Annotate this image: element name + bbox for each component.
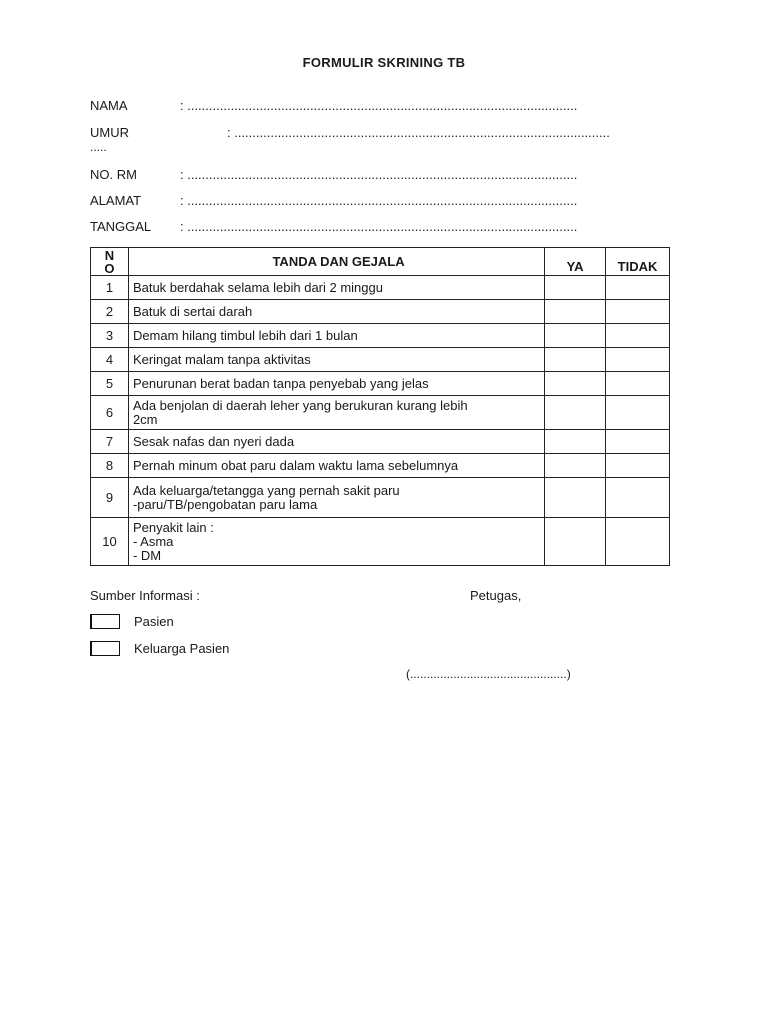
cell-tidak[interactable] — [606, 300, 670, 324]
cell-ya[interactable] — [545, 300, 606, 324]
header-ya: YA — [545, 248, 606, 276]
cell-tidak[interactable] — [606, 430, 670, 454]
row-symptom: Batuk berdahak selama lebih dari 2 minggu — [128, 276, 544, 300]
dots-tanggal[interactable]: : ............................................................................................................ — [180, 219, 578, 234]
option-keluarga-pasien-label: Keluarga Pasien — [134, 641, 230, 656]
table-row — [91, 454, 670, 478]
field-nama — [90, 98, 577, 113]
table-row — [91, 396, 670, 430]
row-number: 8 — [91, 454, 129, 478]
row-symptom: Sesak nafas dan nyeri dada — [128, 430, 544, 454]
petugas-label: Petugas, — [470, 588, 522, 603]
sumber-informasi-label: Sumber Informasi : — [90, 588, 200, 603]
table-row — [91, 324, 670, 348]
table-row — [91, 372, 670, 396]
row-number: 6 — [91, 396, 129, 430]
row-number: 3 — [91, 324, 129, 348]
cell-ya[interactable] — [545, 348, 606, 372]
table-row — [91, 300, 670, 324]
dots-norm[interactable]: : ............................................................................................................ — [180, 167, 578, 182]
dots-umur-continued: ..... — [90, 140, 107, 154]
dots-nama[interactable]: : ............................................................................................................ — [180, 98, 578, 113]
row-symptom: Ada keluarga/tetangga yang pernah sakit paru -paru/TB/pengobatan paru lama — [128, 478, 544, 518]
checkbox-pasien[interactable] — [90, 614, 120, 629]
table-row — [91, 518, 670, 566]
row-symptom: Ada benjolan di daerah leher yang berukuran kurang lebih 2cm — [128, 396, 544, 430]
row-number: 5 — [91, 372, 129, 396]
row-symptom: Penurunan berat badan tanpa penyebab yang jelas — [128, 372, 544, 396]
row-symptom: Pernah minum obat paru dalam waktu lama sebelumnya — [128, 454, 544, 478]
field-alamat — [90, 193, 577, 208]
label-tanggal: TANGGAL — [90, 219, 152, 234]
field-tanggal — [90, 219, 577, 234]
signature-line[interactable]: (...............................................) — [406, 667, 571, 681]
row-symptom: Demam hilang timbul lebih dari 1 bulan — [128, 324, 544, 348]
cell-tidak[interactable] — [606, 518, 670, 566]
row-number: 9 — [91, 478, 129, 518]
field-umur — [90, 125, 610, 140]
cell-tidak[interactable] — [606, 372, 670, 396]
row-symptom: Penyakit lain : - Asma - DM — [128, 518, 544, 566]
table-header-row — [91, 248, 670, 276]
cell-ya[interactable] — [545, 372, 606, 396]
label-norm: NO. RM — [90, 167, 137, 182]
cell-ya[interactable] — [545, 518, 606, 566]
label-nama: NAMA — [90, 98, 128, 113]
table-row — [91, 276, 670, 300]
row-symptom: Batuk di sertai darah — [128, 300, 544, 324]
cell-tidak[interactable] — [606, 276, 670, 300]
cell-ya[interactable] — [545, 478, 606, 518]
field-norm — [90, 167, 577, 182]
row-symptom: Keringat malam tanpa aktivitas — [128, 348, 544, 372]
cell-ya[interactable] — [545, 396, 606, 430]
row-number: 10 — [91, 518, 129, 566]
option-pasien — [90, 614, 174, 629]
dots-umur[interactable]: : ........................................................................................................ — [227, 125, 610, 140]
table-row — [91, 348, 670, 372]
checkbox-keluarga-pasien[interactable] — [90, 641, 120, 656]
row-number: 1 — [91, 276, 129, 300]
dots-alamat[interactable]: : ............................................................................................................ — [180, 193, 578, 208]
header-no: N O — [91, 248, 129, 276]
cell-ya[interactable] — [545, 430, 606, 454]
cell-tidak[interactable] — [606, 348, 670, 372]
row-number: 4 — [91, 348, 129, 372]
cell-tidak[interactable] — [606, 478, 670, 518]
table-row — [91, 478, 670, 518]
option-keluarga-pasien — [90, 641, 229, 656]
label-umur: UMUR — [90, 125, 129, 140]
cell-tidak[interactable] — [606, 324, 670, 348]
form-title: FORMULIR SKRINING TB — [302, 55, 466, 70]
cell-tidak[interactable] — [606, 396, 670, 430]
cell-tidak[interactable] — [606, 454, 670, 478]
row-number: 2 — [91, 300, 129, 324]
cell-ya[interactable] — [545, 454, 606, 478]
cell-ya[interactable] — [545, 276, 606, 300]
option-pasien-label: Pasien — [134, 614, 174, 629]
row-number: 7 — [91, 430, 129, 454]
header-symptom: TANDA DAN GEJALA — [128, 248, 544, 276]
cell-ya[interactable] — [545, 324, 606, 348]
header-tidak: TIDAK — [606, 248, 670, 276]
symptom-table — [90, 247, 670, 566]
label-alamat: ALAMAT — [90, 193, 142, 208]
table-row — [91, 430, 670, 454]
